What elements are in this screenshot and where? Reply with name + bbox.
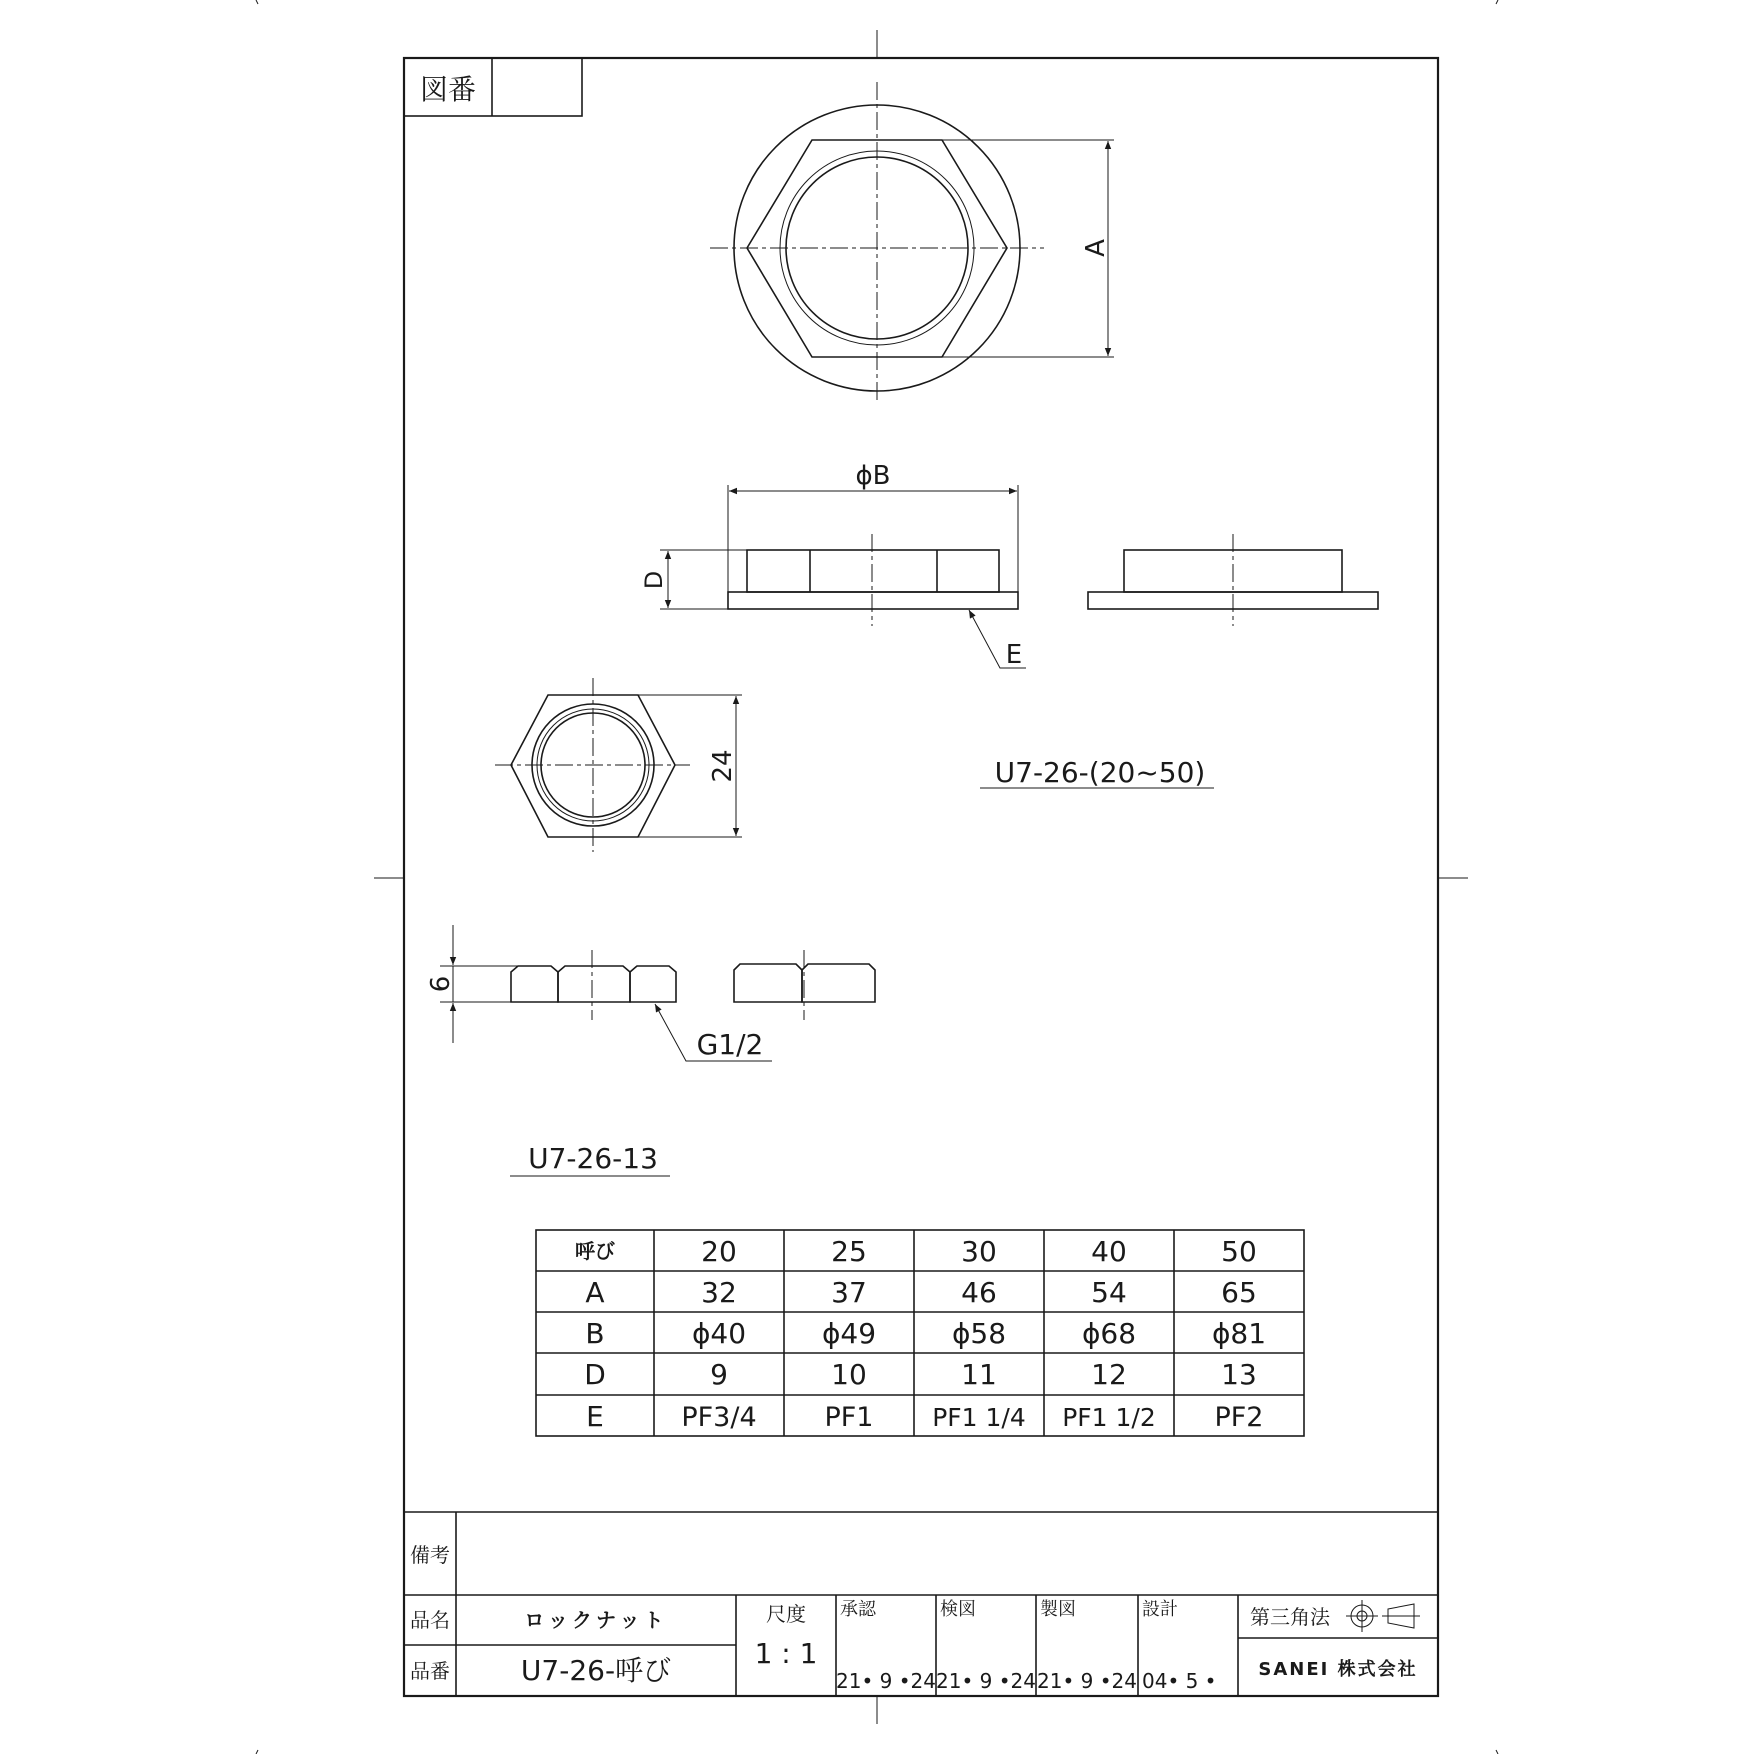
drawn-date: 21• 9 •24: [1037, 1669, 1137, 1693]
table-row-e-label: E: [586, 1400, 604, 1433]
small-nut-top-view: [495, 678, 742, 852]
table-row-d-label: D: [584, 1358, 606, 1391]
dim-e-label: E: [1005, 640, 1023, 670]
small-nut-side-view: [426, 925, 772, 1061]
table-header-20: 20: [701, 1235, 737, 1268]
table-cell: 37: [831, 1276, 867, 1309]
table-cell: 11: [961, 1358, 997, 1391]
table-header-25: 25: [831, 1235, 867, 1268]
drawing-number-label: 図番: [419, 73, 477, 106]
table-cell: ϕ68: [1081, 1317, 1137, 1350]
designed-label: 設計: [1142, 1599, 1178, 1620]
table-cell: ϕ81: [1211, 1317, 1267, 1350]
third-angle-projection-icon: [1346, 1600, 1420, 1632]
table-header-30: 30: [961, 1235, 997, 1268]
large-nut-side-view: [640, 461, 1026, 670]
large-nut-top-view: [710, 82, 1114, 404]
sheet-frame: [404, 58, 1438, 1696]
thread-label: G1/2: [696, 1028, 764, 1061]
table-header-label: 呼び: [575, 1239, 615, 1263]
product-number: U7-26-呼び: [520, 1654, 672, 1687]
table-cell: 46: [961, 1276, 997, 1309]
table-cell: 65: [1221, 1276, 1257, 1309]
product-name-label: 品名: [410, 1608, 450, 1632]
table-cell: PF1: [824, 1402, 874, 1433]
table-cell: 13: [1221, 1358, 1257, 1391]
projection-label: 第三角法: [1250, 1605, 1330, 1629]
large-nut-model-label: U7-26-(20~50): [994, 756, 1206, 789]
table-cell: PF1 1/2: [1062, 1403, 1156, 1432]
product-number-label: 品番: [410, 1659, 450, 1683]
table-cell: ϕ40: [691, 1317, 747, 1350]
table-cell: PF1 1/4: [932, 1403, 1026, 1432]
drawing-number-box: [404, 58, 582, 116]
dim-b-label: ϕB: [855, 461, 891, 491]
small-nut-model-label: U7-26-13: [528, 1142, 658, 1175]
small-nut-side-view-2: [734, 950, 875, 1020]
product-name: ロックナット: [524, 1608, 668, 1632]
table-cell: 32: [701, 1276, 737, 1309]
table-cell: 10: [831, 1358, 867, 1391]
table-cell: PF2: [1214, 1402, 1264, 1433]
scale-value: 1 : 1: [754, 1637, 818, 1670]
table-cell: PF3/4: [681, 1402, 757, 1433]
designed-date: 04• 5 •: [1142, 1669, 1217, 1693]
table-cell: 12: [1091, 1358, 1127, 1391]
checked-label: 検図: [940, 1599, 976, 1620]
drawn-label: 製図: [1040, 1599, 1076, 1620]
table-cell: ϕ58: [951, 1317, 1007, 1350]
dimension-table: [536, 1230, 1304, 1436]
table-header-40: 40: [1091, 1235, 1127, 1268]
table-row-b-label: B: [585, 1317, 605, 1350]
remarks-label: 備考: [410, 1543, 450, 1567]
dim-6-label: 6: [426, 975, 456, 993]
approved-label: 承認: [840, 1599, 876, 1620]
table-cell: 9: [710, 1358, 728, 1391]
company-name: SANEI 株式会社: [1258, 1659, 1418, 1680]
table-row-a-label: A: [585, 1276, 605, 1309]
large-nut-side-view-2: [1088, 534, 1378, 626]
table-cell: ϕ49: [821, 1317, 877, 1350]
dim-a-label: A: [1081, 239, 1111, 257]
dim-24-label: 24: [708, 749, 738, 783]
dim-d-label: D: [640, 570, 668, 590]
approved-date: 21• 9 •24: [836, 1669, 936, 1693]
title-block: [404, 1512, 1438, 1696]
scale-label: 尺度: [766, 1602, 806, 1626]
checked-date: 21• 9 •24: [936, 1669, 1036, 1693]
table-header-50: 50: [1221, 1235, 1257, 1268]
table-cell: 54: [1091, 1276, 1127, 1309]
